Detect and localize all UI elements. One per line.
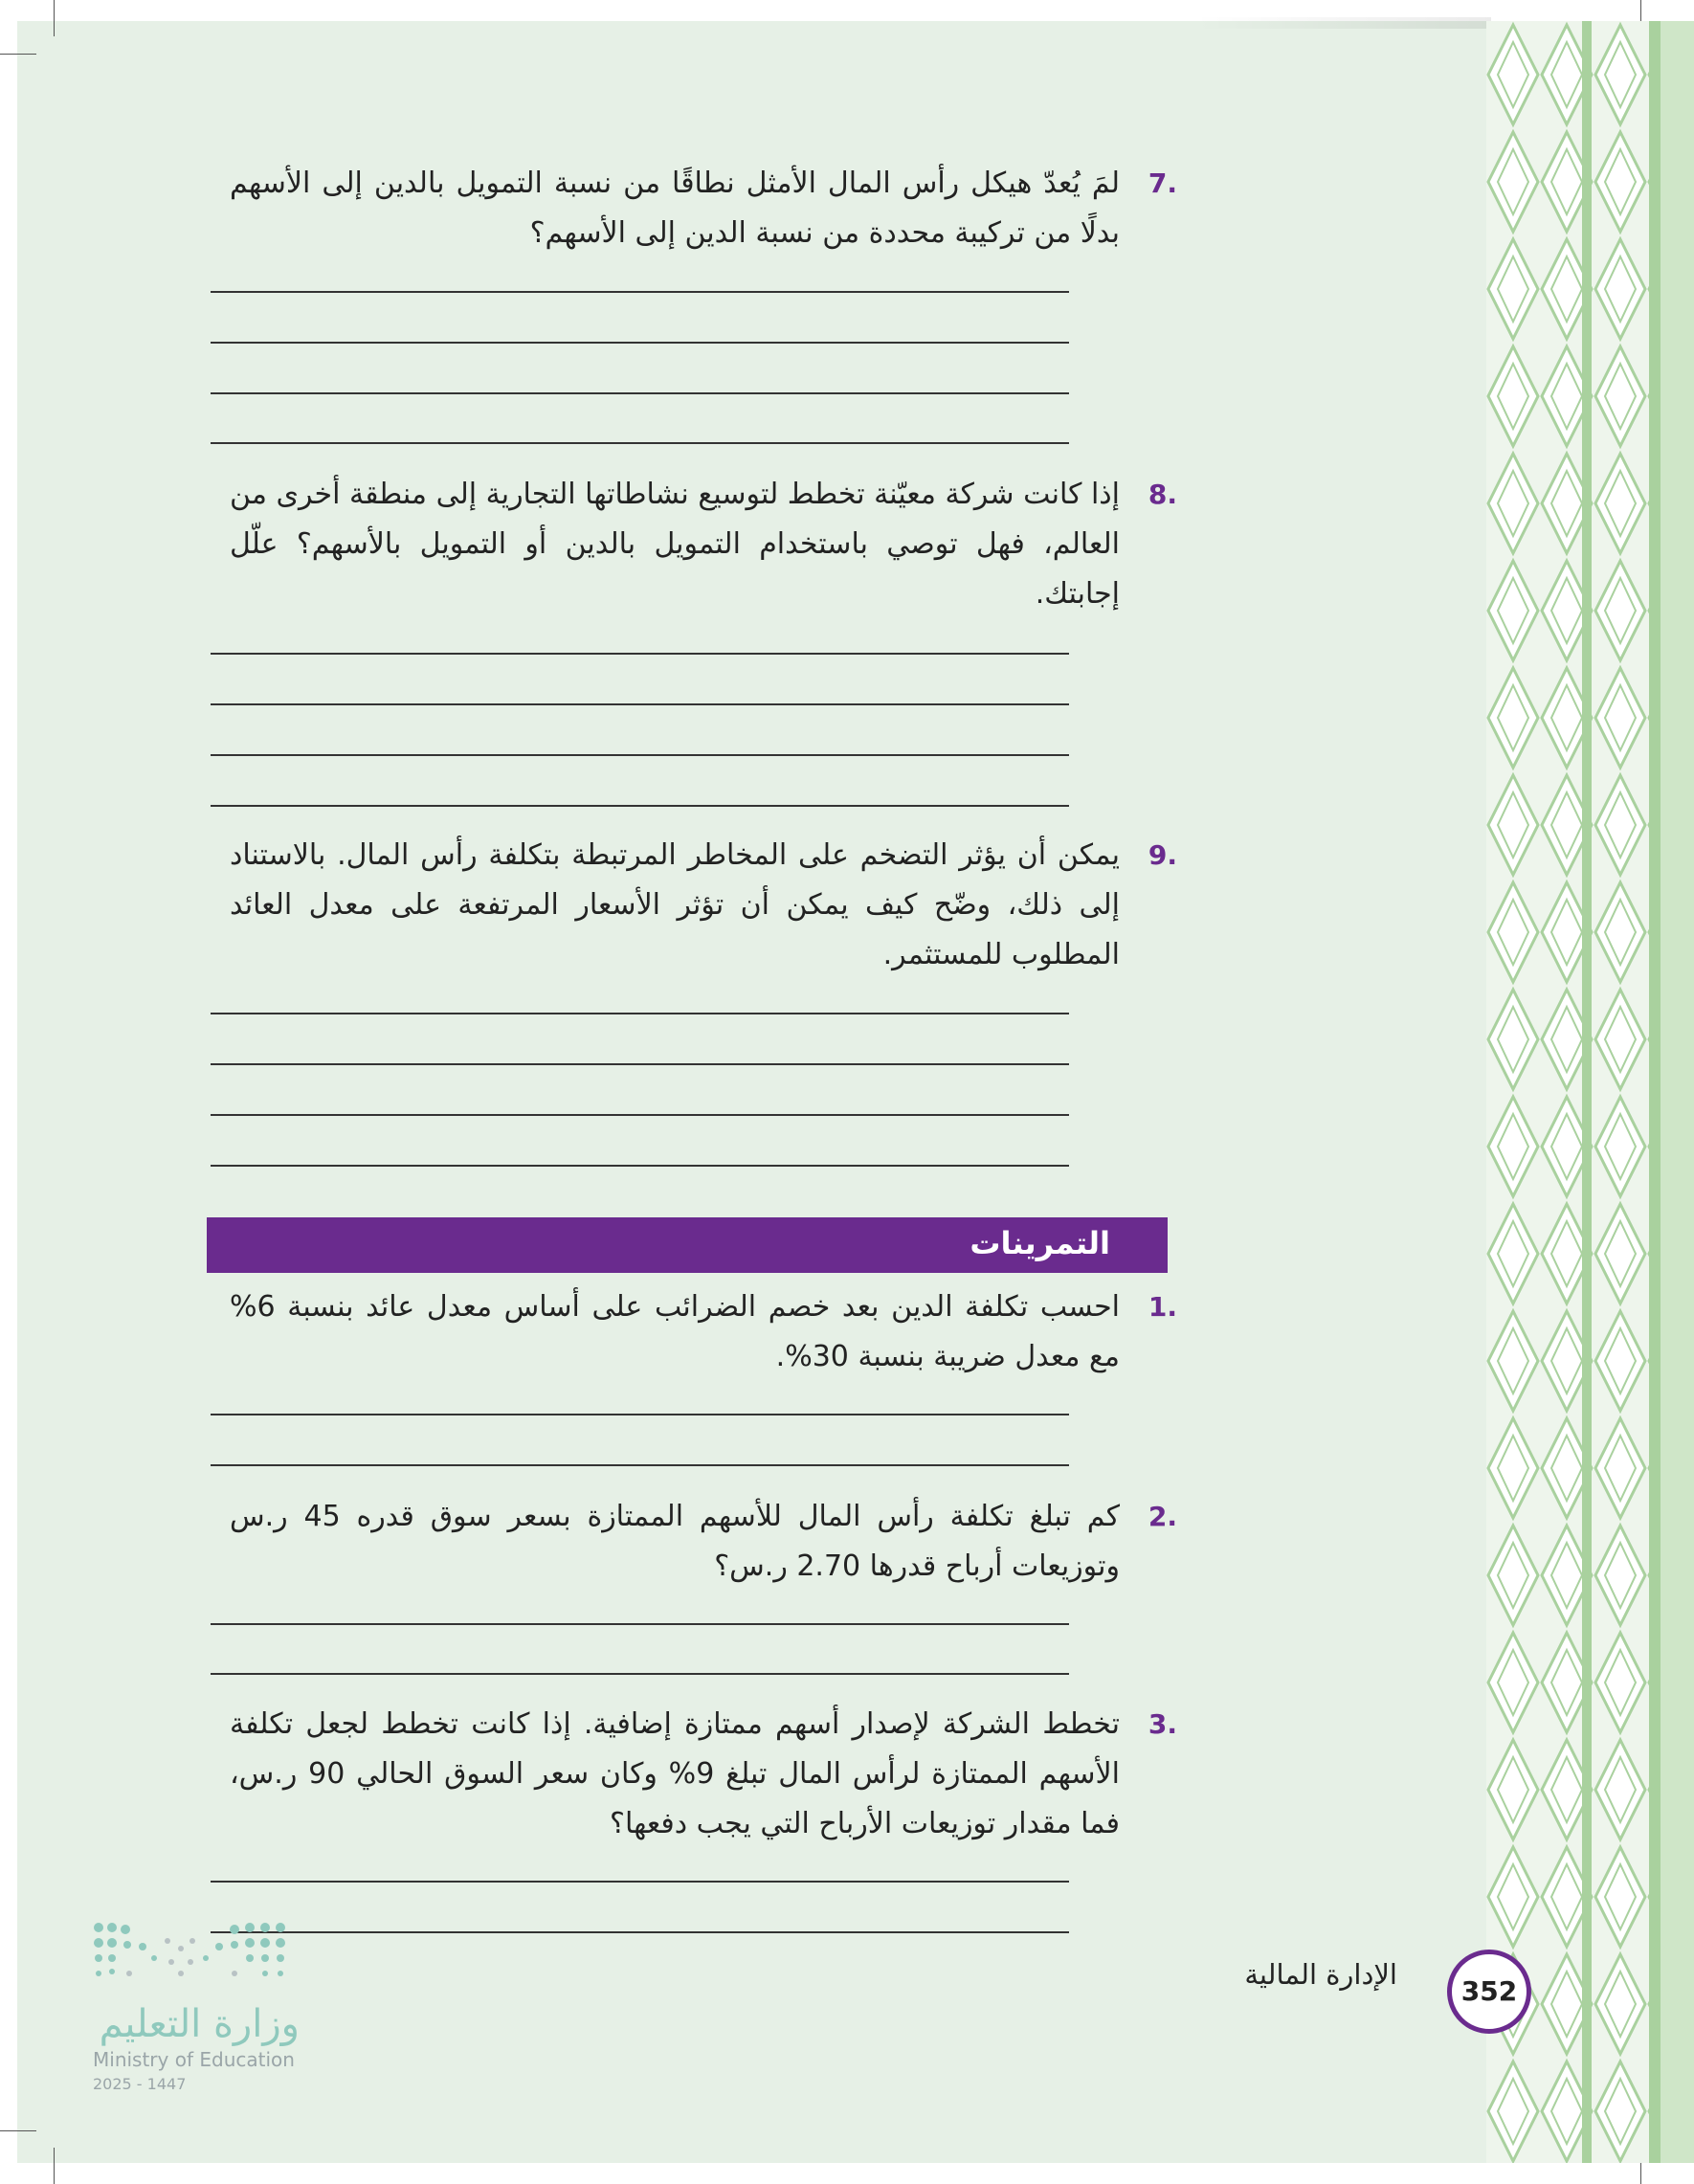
crop-mark: [54, 0, 55, 36]
page-number-badge: [1447, 1950, 1531, 2034]
ministry-logo: [91, 1920, 311, 2111]
question-text: لمَ يُعدّ هيكل رأس المال الأمثل نطاقًا من نسبة التمويل بالدين إلى الأسهم بدلًا من تركيبة محددة من نسبة الدين إلى الأسهم؟: [230, 167, 1120, 250]
answer-line[interactable]: [211, 703, 1069, 705]
book-title: الإدارة المالية: [1244, 1958, 1397, 1991]
question-9: [230, 831, 1177, 980]
question-number: 7.: [1148, 167, 1177, 199]
question-7: [230, 159, 1177, 258]
exercise-number: 1.: [1148, 1291, 1177, 1323]
answer-line[interactable]: [211, 342, 1069, 344]
exercise-3: [230, 1700, 1177, 1849]
answer-line[interactable]: [211, 1013, 1069, 1014]
answer-line[interactable]: [211, 653, 1069, 655]
question-number: 9.: [1148, 839, 1177, 871]
answer-line[interactable]: [211, 442, 1069, 444]
answer-line[interactable]: [211, 754, 1069, 756]
answer-line[interactable]: [211, 1931, 1069, 1933]
answer-line[interactable]: [211, 1114, 1069, 1116]
answer-line[interactable]: [211, 392, 1069, 394]
page-shadow: [1194, 17, 1491, 29]
exercise-number: 2.: [1148, 1501, 1177, 1532]
crop-mark: [0, 54, 36, 55]
exercise-text: تخطط الشركة لإصدار أسهم ممتازة إضافية. إذا كانت تخطط لجعل تكلفة الأسهم الممتازة لرأس المال تبلغ 9% وكان سعر السوق الحالي 90 ر.س، فما مقدار توزيعات الأرباح التي يجب دفعها؟: [230, 1707, 1121, 1840]
logo-name-english: Ministry of Education: [93, 2048, 295, 2071]
logo-year: 2025 - 1447: [93, 2075, 187, 2093]
crop-mark: [54, 2148, 55, 2184]
question-8: [230, 470, 1177, 619]
logo-name-arabic: وزارة التعليم: [99, 2002, 300, 2046]
logo-dots-icon: [91, 1920, 301, 1996]
exercise-text: كم تبلغ تكلفة رأس المال للأسهم الممتازة بسعر سوق قدره 45 ر.س وتوزيعات أرباح قدرها 2.70 ر.س؟: [230, 1500, 1121, 1583]
answer-line[interactable]: [211, 805, 1069, 807]
side-pattern: [1486, 21, 1694, 2163]
answer-line[interactable]: [211, 1063, 1069, 1065]
answer-line[interactable]: [211, 1623, 1069, 1625]
answer-line[interactable]: [211, 1673, 1069, 1675]
exercise-1: [230, 1282, 1177, 1382]
crop-mark: [0, 2130, 36, 2131]
answer-line[interactable]: [211, 1165, 1069, 1167]
answer-line[interactable]: [211, 1881, 1069, 1883]
page-number: 352: [1460, 1975, 1518, 2007]
question-text: يمكن أن يؤثر التضخم على المخاطر المرتبطة بتكلفة رأس المال. بالاستناد إلى ذلك، وضّح كيف يمكن أن تؤثر الأسعار المرتفعة على معدل العائد المطلوب للمستثمر.: [230, 838, 1120, 971]
question-number: 8.: [1148, 479, 1177, 510]
exercise-2: [230, 1492, 1177, 1592]
question-text: إذا كانت شركة معيّنة تخطط لتوسيع نشاطاتها التجارية إلى منطقة أخرى من العالم، فهل توصي باستخدام التمويل بالدين أو التمويل بالأسهم؟ علّل إجابتك.: [230, 478, 1120, 611]
answer-line[interactable]: [211, 1464, 1069, 1466]
section-title: التمرينات: [970, 1225, 1110, 1261]
answer-line[interactable]: [211, 1414, 1069, 1415]
exercise-text: احسب تكلفة الدين بعد خصم الضرائب على أساس معدل عائد بنسبة 6% مع معدل ضريبة بنسبة 30%.: [230, 1290, 1120, 1373]
answer-line[interactable]: [211, 291, 1069, 293]
section-header-exercises: [207, 1217, 1168, 1273]
exercise-number: 3.: [1148, 1708, 1177, 1740]
